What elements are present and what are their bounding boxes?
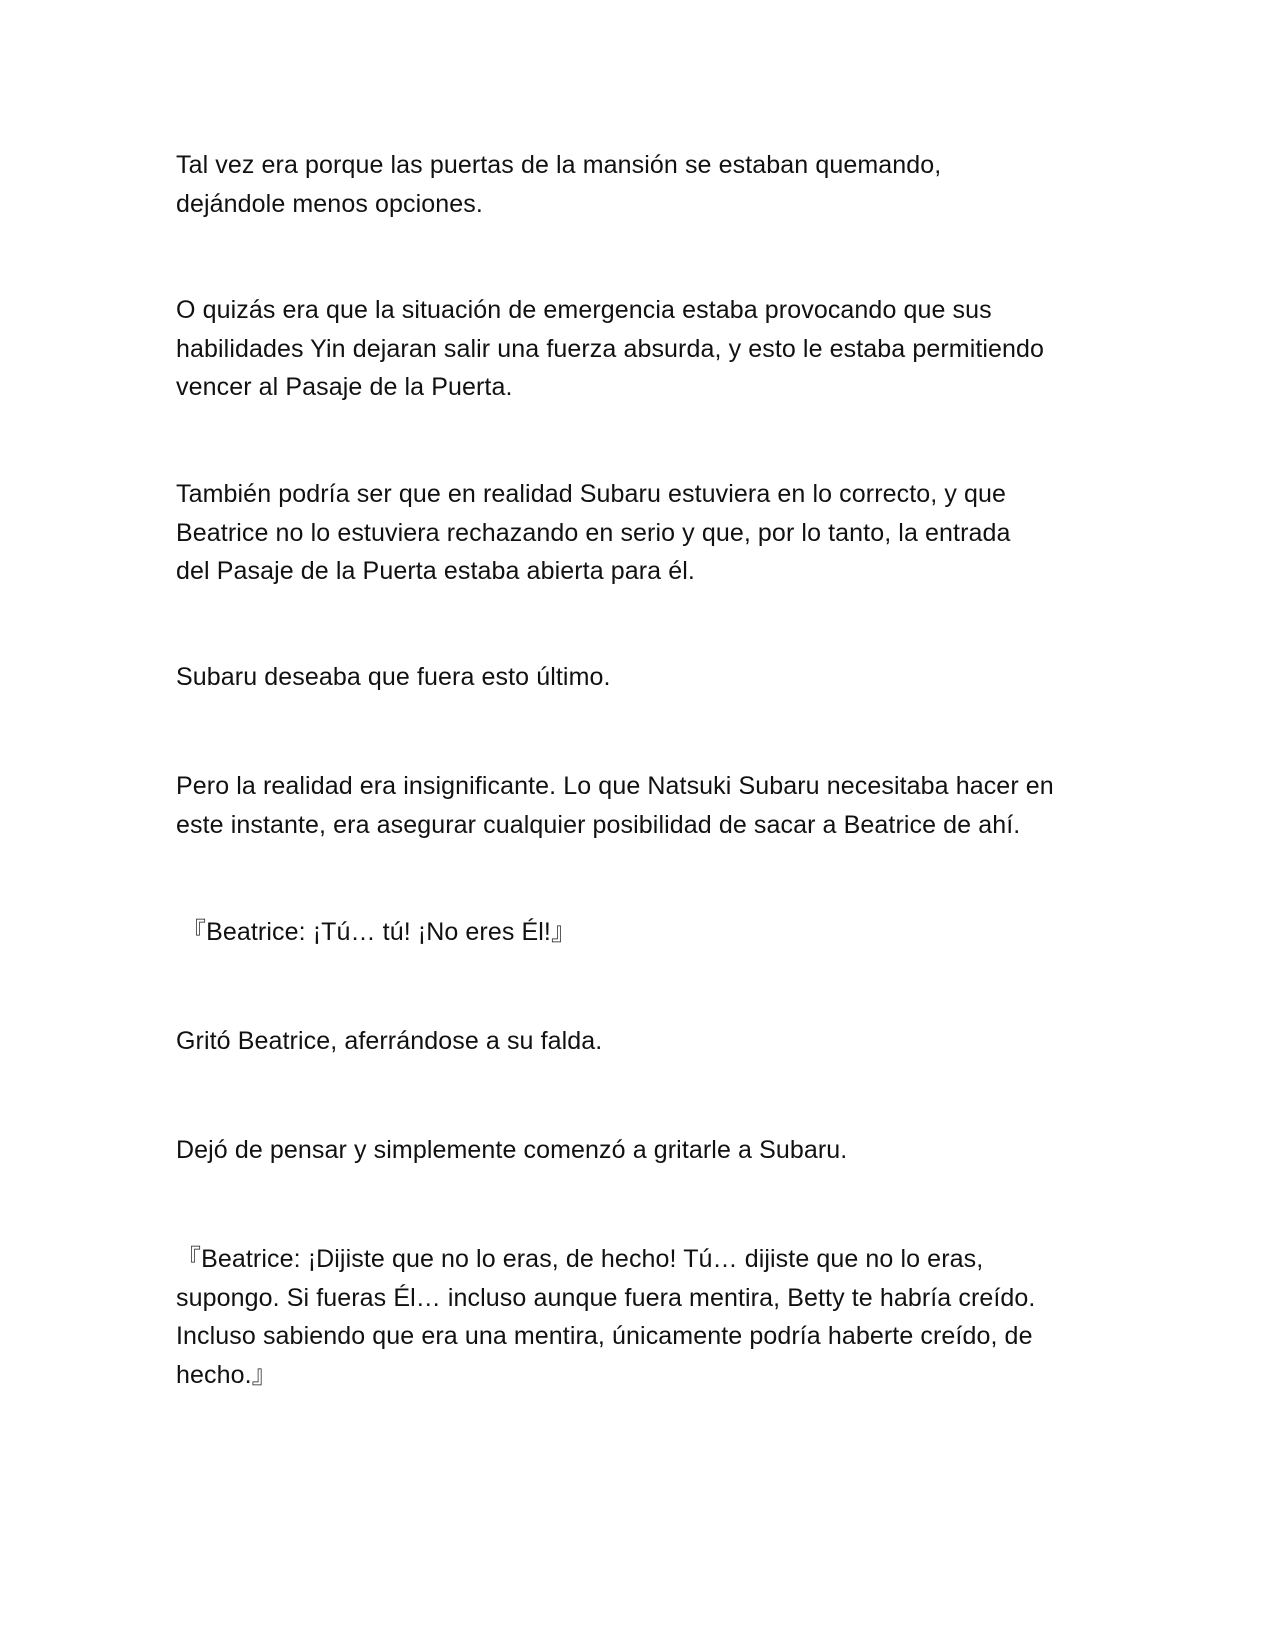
paragraph-2	[176, 291, 1096, 407]
text-line: Dejó de pensar y simplemente comenzó a gritarle a Subaru.	[176, 1136, 848, 1164]
text-line: hecho.』	[176, 1360, 277, 1389]
paragraph-4	[176, 658, 1096, 697]
dialogue-beatrice-1	[181, 913, 1101, 952]
paragraph-3	[176, 475, 1096, 591]
text-line: 『Beatrice: ¡Tú… tú! ¡No eres Él!』	[181, 918, 577, 946]
paragraph-5	[176, 767, 1096, 844]
text-line: habilidades Yin dejaran salir una fuerza absurda, y esto le estaba permitiendo	[176, 334, 1045, 363]
paragraph-8	[176, 1131, 1096, 1170]
text-line: O quizás era que la situación de emergencia estaba provocando que sus	[176, 296, 992, 324]
text-line: del Pasaje de la Puerta estaba abierta para él.	[176, 557, 695, 585]
text-line: este instante, era asegurar cualquier posibilidad de sacar a Beatrice de ahí.	[176, 810, 1021, 839]
text-line: Subaru deseaba que fuera esto último.	[176, 663, 611, 691]
text-line: Gritó Beatrice, aferrándose a su falda.	[176, 1027, 603, 1055]
text-line: Beatrice no lo estuviera rechazando en serio y que, por lo tanto, la entrada	[176, 518, 1011, 547]
paragraph-1	[176, 146, 1096, 223]
paragraph-7	[176, 1022, 1096, 1061]
text-line: Incluso sabiendo que era una mentira, únicamente podría haberte creído, de	[176, 1322, 1033, 1350]
text-line: 『Beatrice: ¡Dijiste que no lo eras, de hecho! Tú… dijiste que no lo eras,	[176, 1245, 984, 1273]
text-line: vencer al Pasaje de la Puerta.	[176, 373, 513, 401]
text-line: También podría ser que en realidad Subaru estuviera en lo correcto, y que	[176, 480, 1007, 508]
text-line: supongo. Si fueras Él… incluso aunque fuera mentira, Betty te habría creído.	[176, 1283, 1036, 1312]
dialogue-beatrice-2	[176, 1240, 1096, 1394]
text-line: Pero la realidad era insignificante. Lo que Natsuki Subaru necesitaba hacer en	[176, 772, 1054, 800]
text-line: dejándole menos opciones.	[176, 189, 483, 218]
text-line: Tal vez era porque las puertas de la mansión se estaban quemando,	[176, 151, 942, 179]
